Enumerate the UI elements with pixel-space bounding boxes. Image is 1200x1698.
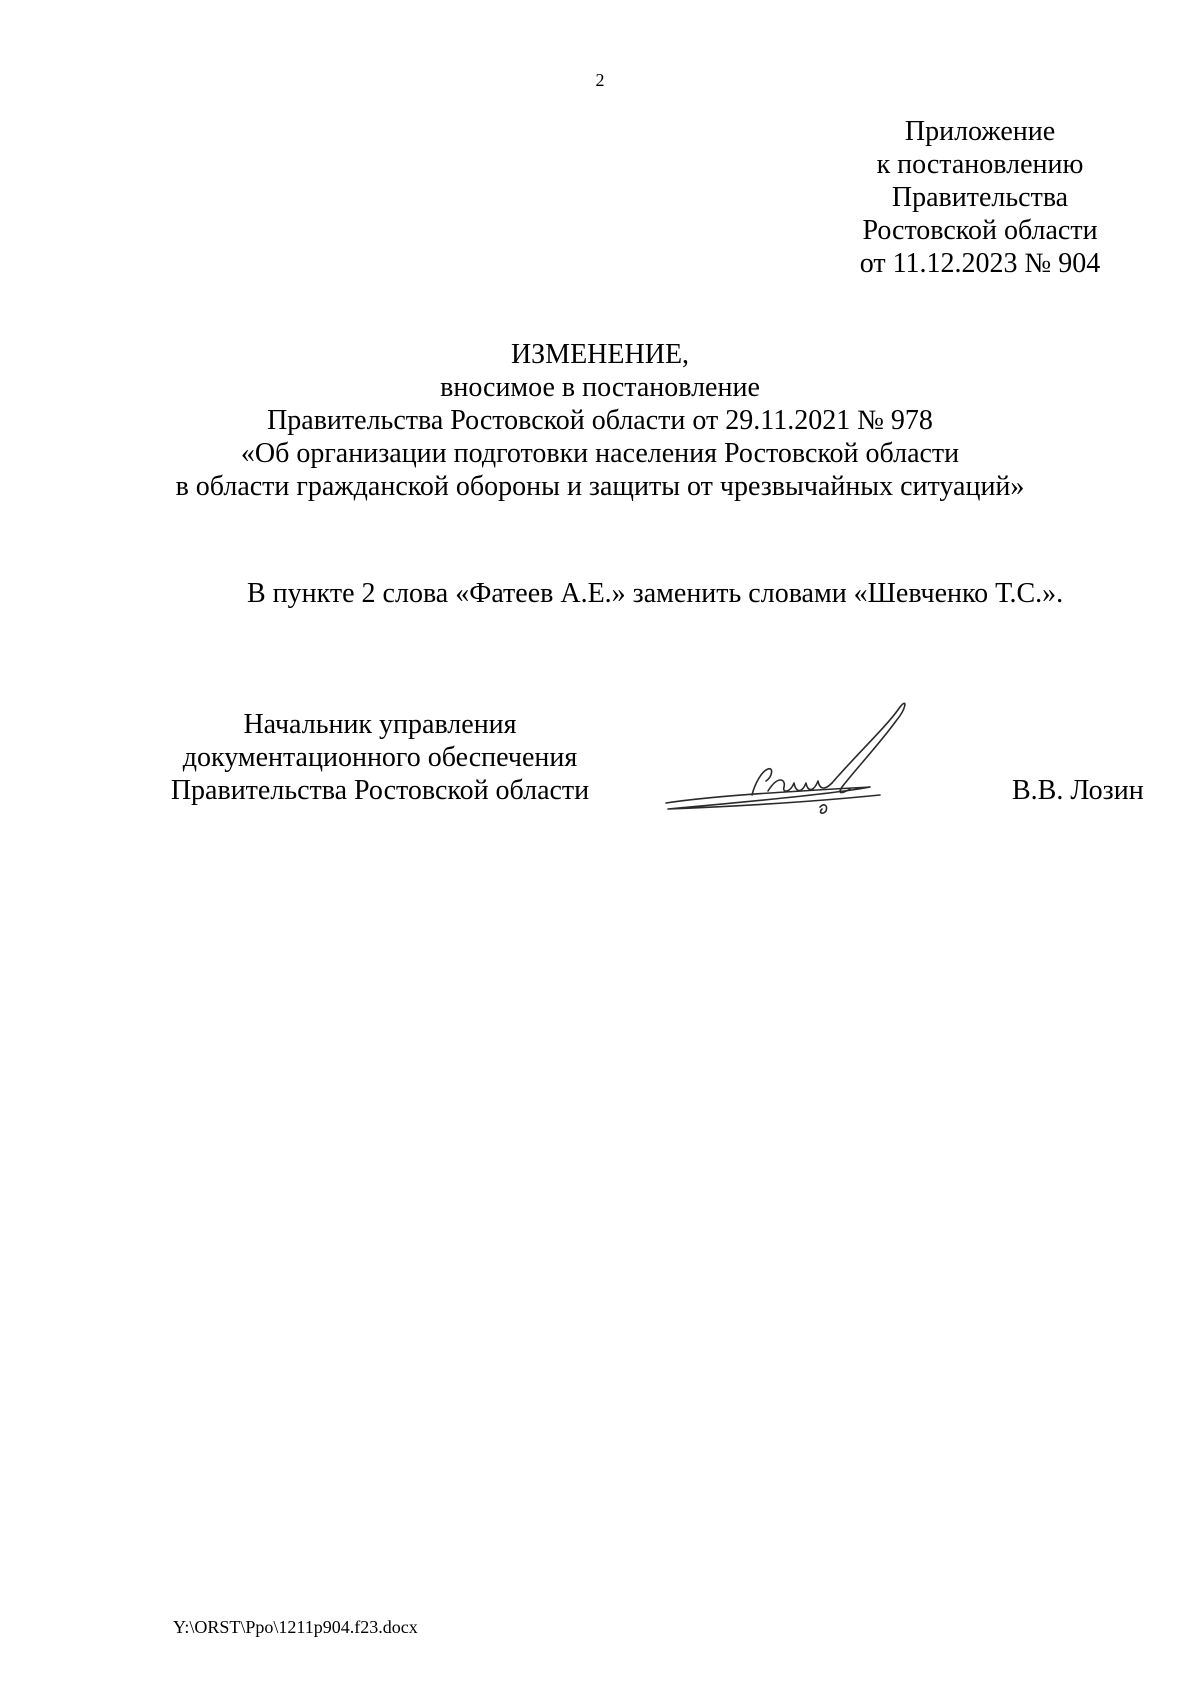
document-title (100, 338, 1100, 503)
signer-position-line: Начальник управления (243, 709, 517, 740)
file-path: Y:\ORST\Ppo\1211p904.f23.docx (173, 1617, 418, 1637)
page-number: 2 (595, 70, 605, 90)
appendix-line: к постановлению (876, 149, 1084, 180)
signer-name: В.В. Лозин (1012, 775, 1144, 806)
title-line: «Об организации подготовки населения Ростовской области (240, 438, 960, 469)
signer-position-line: документационного обеспечения (182, 742, 578, 773)
signer-position-line: Правительства Ростовской области (170, 775, 590, 806)
title-line: вносимое в постановление (440, 372, 760, 403)
title-line: в области гражданской обороны и защиты от чрезвычайных ситуаций» (175, 471, 1025, 502)
signer-position (160, 708, 600, 807)
appendix-line: Приложение (904, 116, 1056, 147)
appendix-line: Ростовской области (862, 215, 1098, 246)
appendix-block (820, 115, 1140, 280)
handwritten-signature (660, 695, 950, 825)
appendix-line: от 11.12.2023 № 904 (859, 248, 1101, 279)
appendix-line: Правительства (891, 182, 1069, 213)
body-paragraph: В пункте 2 слова «Фатеев А.Е.» заменить словами «Шевченко Т.С.». (247, 578, 1064, 609)
title-heading: ИЗМЕНЕНИЕ, (510, 339, 690, 370)
title-line: Правительства Ростовской области от 29.11.2021 № 978 (267, 405, 933, 436)
